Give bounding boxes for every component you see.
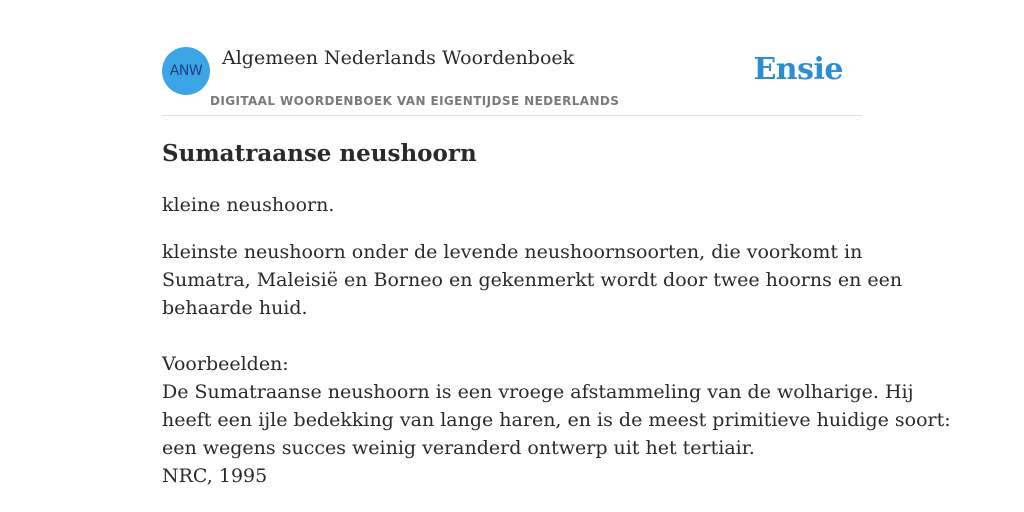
entry-content bbox=[162, 139, 951, 490]
anw-logo[interactable] bbox=[162, 47, 210, 95]
definition-line: Sumatra, Maleisië en Borneo en gekenmerkt wordt door twee hoorns en een bbox=[162, 269, 903, 291]
entry-term: Sumatraanse neushoorn bbox=[162, 140, 477, 167]
definition-line: kleinste neushoorn onder de levende neushoornsoorten, die voorkomt in bbox=[162, 241, 863, 263]
dictionary-subtitle: DIGITAAL WOORDENBOEK VAN EIGENTIJDSE NEDERLANDS bbox=[210, 94, 620, 108]
long-definition bbox=[162, 238, 903, 322]
example-line: De Sumatraanse neushoorn is een vroege afstammeling van de wolharige. Hij bbox=[162, 381, 914, 403]
ensie-brand-link[interactable]: Ensie bbox=[753, 52, 843, 87]
definition-line: behaarde huid. bbox=[162, 297, 308, 319]
dictionary-title[interactable]: Algemeen Nederlands Woordenboek bbox=[222, 47, 575, 69]
example-line: een wegens succes weinig veranderd ontwerp uit het tertiair. bbox=[162, 437, 755, 459]
site-header bbox=[162, 46, 862, 116]
logo-text: ANW bbox=[169, 63, 203, 79]
examples-label: Voorbeelden: bbox=[162, 353, 289, 375]
example-source: NRC, 1995 bbox=[162, 465, 268, 487]
example-text bbox=[162, 378, 951, 462]
example-line: heeft een ijle bedekking van lange haren, en is de meest primitieve huidige soort: bbox=[162, 409, 951, 431]
short-definition: kleine neushoorn. bbox=[162, 194, 335, 216]
